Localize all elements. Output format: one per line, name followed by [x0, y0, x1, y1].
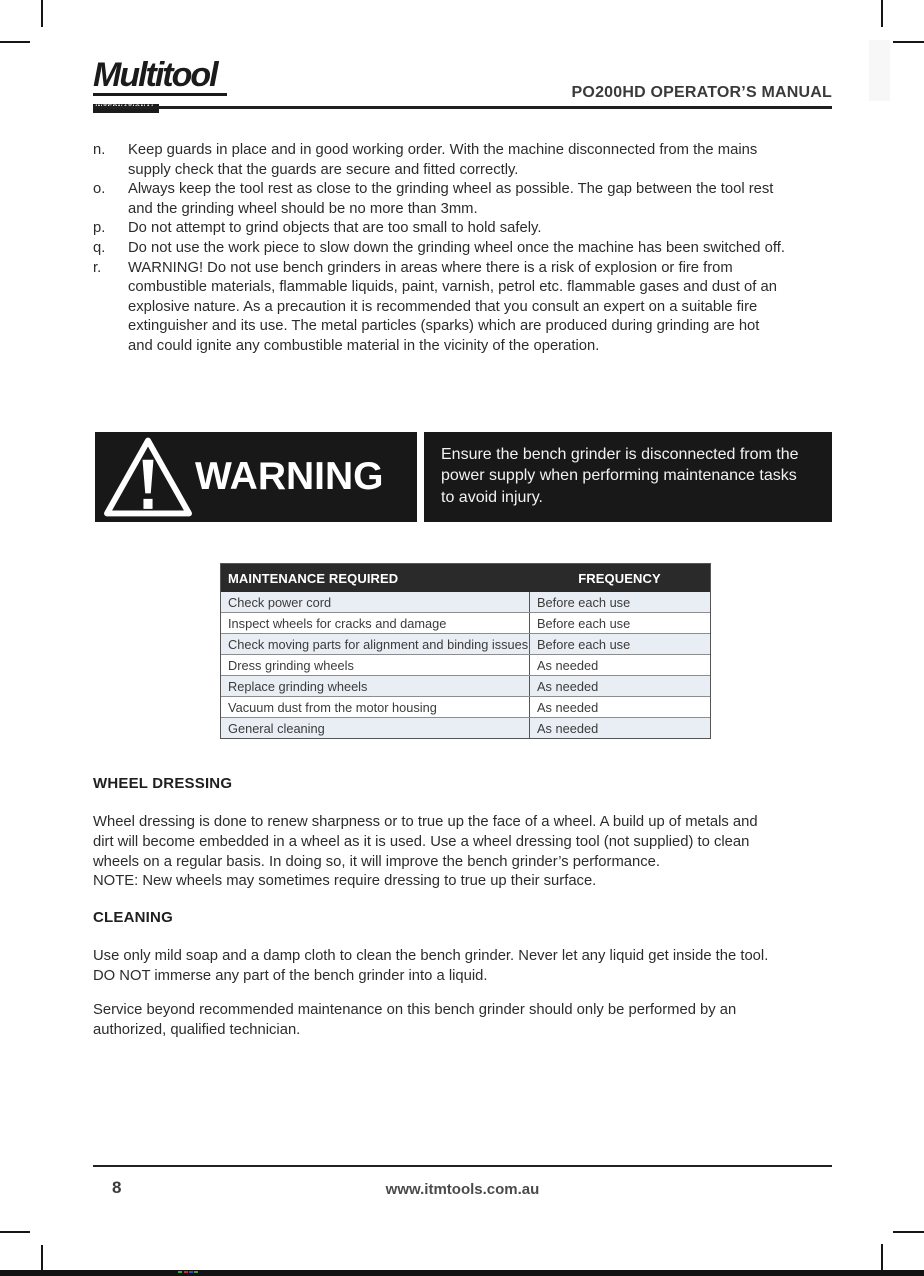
table-row — [221, 717, 710, 738]
table-row — [221, 675, 710, 696]
logo-wordmark: Multitool — [93, 59, 227, 96]
footer-website: www.itmtools.com.au — [385, 1181, 540, 1198]
warning-message-line: Ensure the bench grinder is disconnected from the — [441, 446, 799, 463]
list-item-letter: q. — [93, 239, 106, 256]
list-item-letter: r. — [93, 259, 102, 276]
list-item-text: supply check that the guards are secure and fitted correctly. — [128, 161, 519, 178]
list-item-text: combustible materials, flammable liquids, paint, varnish, petrol etc. flammable gases and dust of an — [128, 279, 777, 296]
table-row — [221, 612, 710, 633]
frequency-cell: As needed — [529, 718, 710, 738]
crop-mark-top-left-h — [0, 41, 30, 43]
list-item — [93, 259, 853, 357]
wheel-dressing-paragraph — [93, 813, 853, 892]
crop-mark-top-left-v — [41, 0, 43, 27]
list-item-text: Keep guards in place and in good working order. With the machine disconnected from the mains — [128, 142, 758, 158]
list-item-letter: o. — [93, 181, 106, 198]
list-item — [93, 219, 853, 239]
cleaning-paragraph-1 — [93, 947, 853, 987]
warning-message-line: to avoid injury. — [441, 488, 543, 506]
task-cell: Inspect wheels for cracks and damage — [228, 615, 447, 631]
registration-dot-green — [178, 1271, 182, 1273]
frequency-cell: Before each use — [529, 634, 710, 654]
registration-dot-green2 — [194, 1271, 198, 1273]
task-cell: Dress grinding wheels — [228, 657, 354, 673]
warning-message-line: power supply when performing maintenance tasks — [441, 467, 797, 485]
crop-mark-bottom-left-h — [0, 1231, 30, 1233]
list-item-letter: n. — [93, 142, 106, 158]
list-item-text: extinguisher and its use. The metal particles (sparks) which are produced during grinding are hot — [128, 318, 760, 335]
warning-label-panel — [95, 432, 417, 522]
manual-title: PO200HD OPERATOR’S MANUAL — [571, 84, 832, 101]
frequency-cell: Before each use — [529, 592, 710, 612]
table-row — [221, 696, 710, 717]
list-item-text: WARNING! Do not use bench grinders in areas where there is a risk of explosion or fire from — [128, 259, 733, 276]
list-item — [93, 141, 853, 180]
paragraph-line: authorized, qualified technician. — [93, 1021, 301, 1038]
warning-message-panel — [424, 432, 832, 522]
frequency-cell: As needed — [529, 655, 710, 675]
paragraph-line: NOTE: New wheels may sometimes require dressing to true up their surface. — [93, 873, 597, 890]
list-item-letter: p. — [93, 220, 106, 237]
warning-panel-gap — [417, 432, 424, 522]
cleaning-paragraph-2 — [93, 1001, 853, 1041]
cleaning-heading: CLEANING — [93, 909, 173, 926]
scan-artifact-strip — [869, 40, 890, 101]
list-item-text: and the grinding wheel should be no more than 3mm. — [128, 200, 478, 217]
warning-banner — [95, 432, 832, 522]
list-item-text: and could ignite any combustible material in the vicinity of the operation. — [128, 337, 600, 354]
crop-mark-top-right-h — [893, 41, 924, 43]
registration-dot-red — [184, 1271, 188, 1273]
table-row — [221, 633, 710, 654]
task-cell: Check power cord — [228, 594, 332, 610]
warning-label: WARNING — [195, 455, 384, 498]
warning-triangle-icon — [102, 436, 194, 518]
registration-dot-blue — [189, 1271, 193, 1273]
wheel-dressing-heading: WHEEL DRESSING — [93, 775, 233, 792]
paragraph-line: Service beyond recommended maintenance on this bench grinder should only be performed by an — [93, 1002, 737, 1018]
paragraph-line: DO NOT immerse any part of the bench grinder into a liquid. — [93, 967, 488, 984]
paragraph-line: Use only mild soap and a damp cloth to clean the bench grinder. Never let any liquid get inside the tool. — [93, 948, 769, 964]
table-row — [221, 654, 710, 675]
paragraph-line: wheels on a regular basis. In doing so, it will improve the bench grinder’s performance. — [93, 853, 660, 870]
crop-mark-bottom-right-h — [893, 1231, 924, 1233]
task-cell: Replace grinding wheels — [228, 678, 368, 694]
task-cell: General cleaning — [228, 720, 325, 736]
list-item-text: Do not use the work piece to slow down the grinding wheel once the machine has been switched off. — [128, 239, 785, 256]
task-cell: Check moving parts for alignment and binding issues — [228, 636, 529, 652]
paragraph-line: Wheel dressing is done to renew sharpness or to true up the face of a wheel. A build up of metals and — [93, 814, 758, 830]
list-item-text: Always keep the tool rest as close to the grinding wheel as possible. The gap between the tool rest — [128, 181, 774, 198]
header-divider — [93, 106, 832, 109]
frequency-cell: Before each use — [529, 613, 710, 633]
bottom-print-bar — [0, 1270, 924, 1276]
list-item-text: Do not attempt to grind objects that are too small to hold safely. — [128, 220, 542, 237]
frequency-cell: As needed — [529, 676, 710, 696]
header-cell-maintenance: MAINTENANCE REQUIRED — [228, 570, 399, 586]
header-cell-frequency: FREQUENCY — [578, 570, 661, 586]
table-row — [221, 592, 710, 612]
frequency-cell: As needed — [529, 697, 710, 717]
safety-instructions-list — [93, 141, 853, 357]
list-item — [93, 180, 853, 219]
task-cell: Vacuum dust from the motor housing — [228, 699, 437, 715]
list-item — [93, 239, 853, 259]
crop-mark-top-right-v — [881, 0, 883, 27]
maintenance-table — [220, 563, 711, 739]
paragraph-line: dirt will become embedded in a wheel as it is used. Use a wheel dressing tool (not supplied) to clean — [93, 833, 750, 850]
maintenance-table-header — [221, 564, 710, 592]
page-number: 8 — [112, 1178, 122, 1197]
list-item-text: explosive nature. As a precaution it is recommended that you consult an expert on a suitable fire — [128, 298, 758, 315]
footer-divider — [93, 1165, 832, 1167]
